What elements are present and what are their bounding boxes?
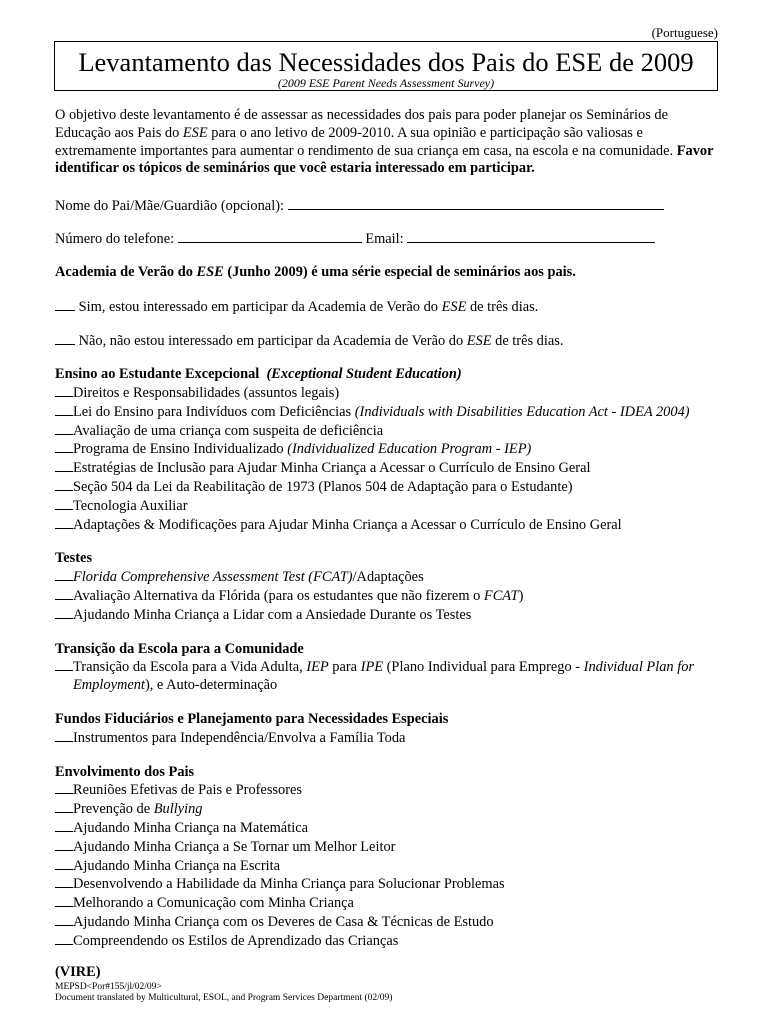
list-item [55,497,725,516]
item-text: Ajudando Minha Criança com os Deveres de Casa & Técnicas de Estudo [73,913,494,930]
intro-paragraph [55,107,725,178]
intro-ese: ESE [182,124,208,141]
list-item [55,913,725,932]
item-text: Avaliação Alternativa da Flórida (para os estudantes que não fizerem o [73,587,484,604]
summer-no-option [55,332,725,351]
name-field-row [55,197,725,216]
list-item [55,422,725,441]
item-text: /Adaptações [352,569,424,586]
ese-heading-pt: Ensino ao Estudante Excepcional [55,366,260,383]
list-item [55,568,725,587]
list-item [55,932,725,951]
document-title: Levantamento das Necessidades dos Pais do ESE de 2009 [78,47,694,77]
checkbox-blank[interactable] [55,913,73,926]
list-item [55,478,725,497]
summer-yes-text-b: de três dias. [466,298,539,315]
list-item [55,875,725,894]
document-subtitle: (2009 ESE Parent Needs Assessment Survey) [277,76,495,90]
item-text-en: Individual Plan for Employment [73,659,694,694]
email-input-line[interactable] [407,230,655,243]
item-text: Tecnologia Auxiliar [73,497,188,514]
document-code: MEPSD<Por#155/jl/02/09> [55,982,162,993]
list-item [55,606,725,625]
checkbox-blank[interactable] [55,932,73,945]
summer-no-text-b: de três dias. [491,333,564,350]
list-item [55,403,725,422]
parents-heading: Envolvimento dos Pais [55,763,195,780]
list-item [55,587,725,606]
item-text: Ajudando Minha Criança a Lidar com a Ansiedade Durante os Testes [73,606,472,623]
intro-text-2: para o ano letivo de 2009-2010. A sua opinião e participação são valiosas e extremamente importantes para aumentar o rendimento de sua criança em casa, na escola e na comunidade. [55,124,674,159]
intro-text-1: O objetivo deste levantamento é de assessar as necessidades dos pais para poder planejar os Seminários de Educação aos Pais do [55,107,669,141]
item-text-end: ) [518,587,524,604]
ese-heading [55,366,725,384]
turn-over-label: (VIRE) [55,964,101,981]
checkbox-blank[interactable] [55,497,73,510]
transition-heading: Transição da Escola para a Comunidade [55,640,304,657]
name-input-line[interactable] [288,197,664,210]
trust-heading: Fundos Fiduciários e Planejamento para Necessidades Especiais [55,710,449,727]
summer-no-blank[interactable] [55,332,75,345]
item-text-en: Bullying [153,801,203,818]
checkbox-blank[interactable] [55,729,73,742]
summer-no-text-a: Não, não estou interessado em participar da Academia de Verão do [75,333,467,350]
summer-academy-heading [55,264,725,282]
parents-section [55,764,725,951]
item-text: Prevenção de [73,801,154,818]
checkbox-blank[interactable] [55,838,73,851]
checkbox-blank[interactable] [55,857,73,870]
tests-heading: Testes [55,550,93,567]
item-text: Reuniões Efetivas de Pais e Professores [73,782,302,799]
summer-yes-option [55,298,725,317]
summer-yes-blank[interactable] [55,298,75,311]
intro-instruction: Favor identificar os tópicos de seminários que você estaria interessado em participar. [55,142,714,177]
checkbox-blank[interactable] [55,478,73,491]
tests-section [55,550,725,624]
item-text-iep: IEP [306,659,329,676]
item-text: Lei do Ensino para Indivíduos com Deficiências [73,403,355,420]
list-item [55,658,725,695]
summer-yes-text-a: Sim, estou interessado em participar da Academia de Verão do [75,298,442,315]
checkbox-blank[interactable] [55,658,73,671]
item-text-ipe: IPE [360,659,384,676]
summer-yes-ese: ESE [441,298,467,315]
checkbox-blank[interactable] [55,606,73,619]
checkbox-blank[interactable] [55,516,73,529]
list-item [55,440,725,459]
item-text: Direitos e Responsabilidades (assuntos legais) [73,384,340,401]
list-item [55,838,725,857]
phone-email-row [55,230,725,249]
phone-input-line[interactable] [178,230,362,243]
list-item [55,459,725,478]
item-text: Ajudando Minha Criança na Escrita [73,857,280,874]
trust-section [55,711,725,748]
summer-no-ese: ESE [466,333,492,350]
summer-heading-b: (Junho 2009) é uma série especial de seminários aos pais. [223,263,576,280]
email-label: Email: [365,230,404,247]
list-item [55,800,725,819]
item-text-en: (Individuals with Disabilities Education Act - IDEA 2004) [354,403,690,420]
language-label: (Portuguese) [651,25,718,40]
checkbox-blank[interactable] [55,587,73,600]
item-text: Adaptações & Modificações para Ajudar Minha Criança a Acessar o Currículo de Ensino Geral [73,516,622,533]
list-item [55,857,725,876]
item-text: Estratégias de Inclusão para Ajudar Minha Criança a Acessar o Currículo de Ensino Geral [73,460,591,477]
list-item [55,729,725,748]
translation-credit: Document translated by Multicultural, ESOL, and Program Services Department (02/09) [55,993,393,1004]
item-text: Programa de Ensino Individualizado [73,441,288,458]
list-item [55,894,725,913]
item-text-d: ), e Auto-determinação [144,677,278,694]
item-text: Transição da Escola para a Vida Adulta, [73,659,307,676]
summer-heading-ese: ESE [196,263,224,280]
checkbox-blank[interactable] [55,568,73,581]
item-text-en: (Individualized Education Program - IEP) [287,441,532,458]
item-text-c: (Plano Individual para Emprego - [383,659,584,676]
item-text: Ajudando Minha Criança a Se Tornar um Melhor Leitor [73,838,396,855]
checkbox-blank[interactable] [55,459,73,472]
checkbox-blank[interactable] [55,384,73,397]
list-item [55,384,725,403]
item-text: Compreendendo os Estilos de Aprendizado das Crianças [73,932,399,949]
list-item [55,516,725,535]
survey-body [55,107,725,1004]
checkbox-blank[interactable] [55,422,73,435]
checkbox-blank[interactable] [55,440,73,453]
item-text: Desenvolvendo a Habilidade da Minha Criança para Solucionar Problemas [73,876,505,893]
item-text: Instrumentos para Independência/Envolva a Família Toda [73,729,406,746]
item-text: Seção 504 da Lei da Reabilitação de 1973 (Planos 504 de Adaptação para o Estudante) [73,478,573,495]
item-text-en: Florida Comprehensive Assessment Test (FCAT) [73,569,353,586]
name-label: Nome do Pai/Mãe/Guardião (opcional): [55,198,284,215]
phone-label: Número do telefone: [55,230,175,247]
checkbox-blank[interactable] [55,819,73,832]
checkbox-blank[interactable] [55,894,73,907]
item-text: Avaliação de uma criança com suspeita de deficiência [73,422,384,439]
checkbox-blank[interactable] [55,875,73,888]
list-item [55,819,725,838]
transition-section [55,641,725,695]
item-text: Melhorando a Comunicação com Minha Criança [73,895,354,912]
item-text-b: para [328,659,361,676]
checkbox-blank[interactable] [55,781,73,794]
ese-section [55,366,725,534]
checkbox-blank[interactable] [55,403,73,416]
checkbox-blank[interactable] [55,800,73,813]
title-box [54,41,718,91]
item-text-en: FCAT [483,587,519,604]
item-text: Ajudando Minha Criança na Matemática [73,819,308,836]
summer-heading-a: Academia de Verão do [55,263,197,280]
list-item [55,781,725,800]
ese-heading-en: (Exceptional Student Education) [266,366,462,383]
